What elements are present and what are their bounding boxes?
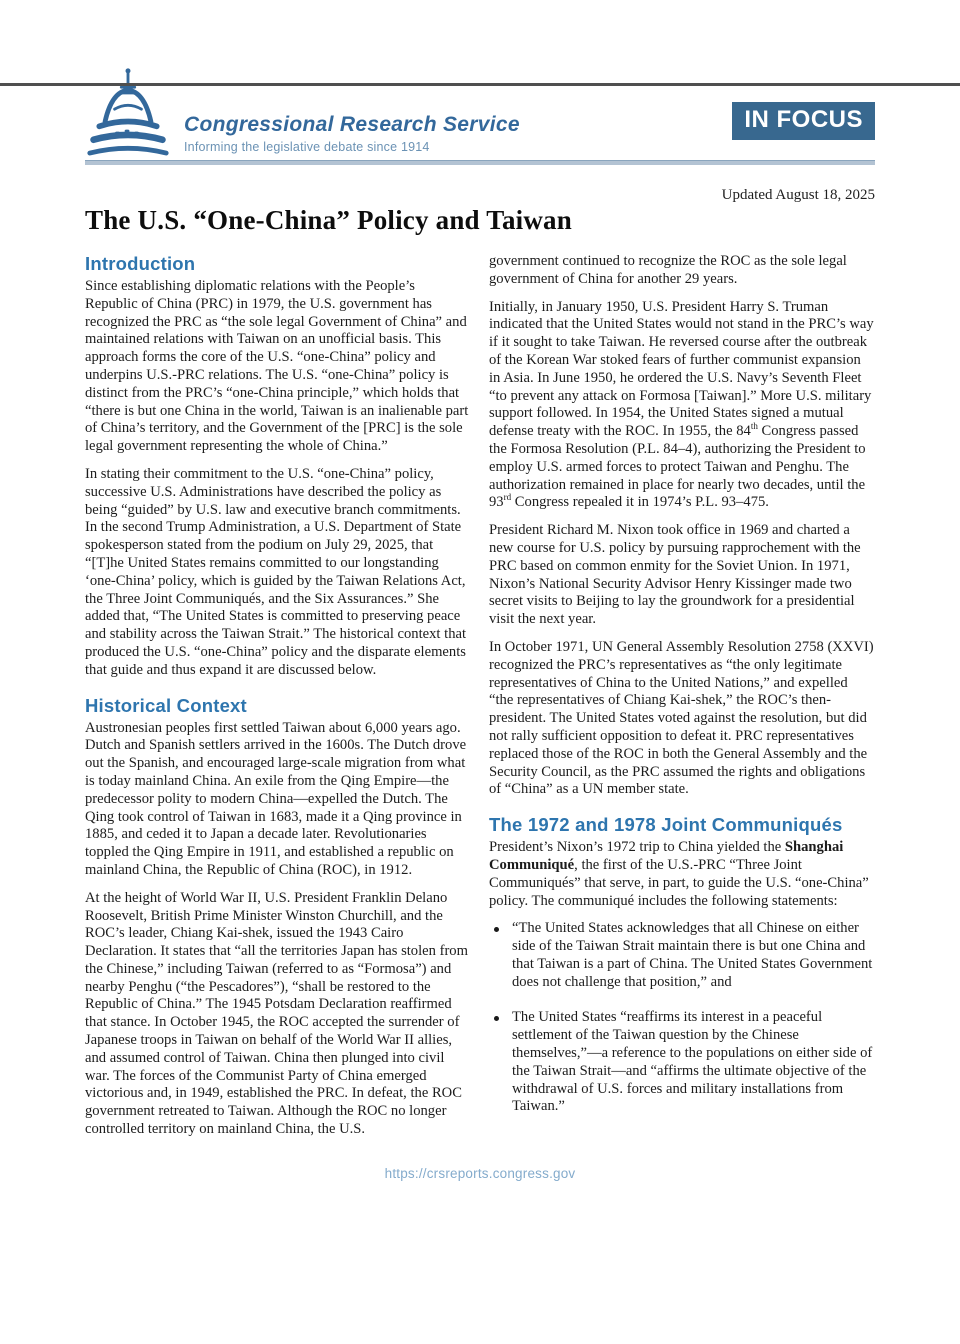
paragraph: Austronesian peoples first settled Taiwan about 6,000 years ago. Dutch and Spanish settlers arrived in the 1600s. The Dutch drove out the Spanish, and encouraged large-scale migration from what is today mainland China. An exile from the Qing Empire—the predecessor polity to modern China—expelled the Dutch. The Qing took control of Taiwan in 1683, made it a Qing province in 1885, and ceded it to Japan a decade later. Revolutionaries toppled the Qing Empire in 1911, and established a republic on mainland China, the Republic of China (ROC), in 1912. xyxy=(85,719,467,878)
text-run: , the first of the U.S.-PRC “Three Joint Communiqués” that serve, in part, to guide the U.S. “one-China” policy. The communiqué includes the following statements: xyxy=(489,856,869,909)
paragraph: At the height of World War II, U.S. President Franklin Delano Roosevelt, British Prime Minister Winston Churchill, and the ROC’s leader, Chiang Kai-shek, issued the 1943 Cairo Declaration. It states that “all the territories Japan has stolen from the Chinese,” including Taiwan (referred to as “Formosa”) and nearby Penghu (“the Pescadores”), “shall be restored to the Republic of China.” The 1945 Potsdam Declaration reaffirmed that stance. In October 1945, the ROC accepted the surrender of Japanese troops in Taiwan on behalf of the World War II allies, and assumed control of Taiwan. China then plunged into civil war. The forces of the Communist Party of China emerged victorious and, in 1949, established the PRC. In defeat, the ROC government retreated to Taiwan. Although the ROC no longer controlled territory on mainland China, the U.S. xyxy=(85,889,468,1138)
text-run: Congress repealed it in 1974’s P.L. 93–475. xyxy=(511,494,769,511)
paragraph xyxy=(489,839,875,910)
document-body xyxy=(85,253,875,1149)
paragraph: In October 1971, UN General Assembly Resolution 2758 (XXVI) recognized the PRC’s representatives as “the only legitimate representatives of China to the United Nations,” and expelled “the representatives of Chiang Kai-shek,” the ROC’s then-president. The United States voted against the resolution, but did not rally sufficient opposition to defeat it. PRC representatives replaced those of the ROC in both the General Assembly and the Security Council, as the PRC assumed the rights and obligations of “China” as a UN member state. xyxy=(489,638,874,798)
list-item: “The United States acknowledges that all Chinese on either side of the Taiwan Strait maintain there is but one China and that Taiwan is a part of China. The United States Government does not challenge that position,” and xyxy=(489,920,875,991)
text-run: Initially, in January 1950, U.S. President Harry S. Truman indicated that the United States would not stand in the PRC’s way if it sought to take Taiwan. He reversed course after the outbreak of the Korean War stoked fears of further communist expansion in Asia. In June 1950, he ordered the U.S. Navy’s Seventh Fleet “to prevent any attack on Formosa [Taiwan].” More U.S. military support followed. In 1954, the United States signed a mutual defense treaty with the ROC. In 1955, the 84 xyxy=(489,298,874,440)
brand-text xyxy=(184,113,520,160)
capitol-dome-icon xyxy=(85,64,171,160)
paragraph: Since establishing diplomatic relations with the People’s Republic of China (PRC) in 1979, the U.S. government has recognized the PRC as “the sole legal Government of China” and maintained relations with Taiwan on an unofficial basis. This approach forms the core of the U.S. “one-China” policy and underpins U.S.-PRC relations. The U.S. “one-China” policy is distinct from the PRC’s “one-China principle,” which holds that “there is but one China in the world, Taiwan is an inalienable part of China’s territory, and the Government of the [PRC] is the sole legal government representing the whole of China.” xyxy=(85,278,469,455)
paragraph: government continued to recognize the ROC as the sole legal government of China for another 29 years. xyxy=(489,253,847,287)
brand-tagline: Informing the legislative debate since 1914 xyxy=(184,140,430,154)
right-column xyxy=(489,253,875,1149)
brand-name: Congressional Research Service xyxy=(184,113,520,136)
section-heading-joint-communiques: The 1972 and 1978 Joint Communiqués xyxy=(489,814,843,836)
communique-statements-list xyxy=(489,920,875,1116)
paragraph: In stating their commitment to the U.S. “one-China” policy, successive U.S. Administrations have described the policy as being “guided” by U.S. law and executive branch commitments. In the second Trump Administration, a U.S. Department of State spokesperson stated from the podium on July 29, 2025, that “[T]he United States remains committed to our longstanding ‘one-China’ policy, which is guided by the Taiwan Relations Act, the Three Joint Communiqués, and the Six Assurances.” She added that, “The United States is committed to preserving peace and stability across the Taiwan Strait.” The historical context that produced the U.S. “one-China” policy and the disparate elements that guide and thus expand it are discussed below. xyxy=(85,465,467,678)
in-focus-badge: IN FOCUS xyxy=(732,102,875,140)
bold-term: Shanghai Communiqué xyxy=(489,839,844,873)
top-border-line xyxy=(0,83,960,86)
header xyxy=(85,64,875,160)
footer xyxy=(0,1165,960,1183)
left-column xyxy=(85,253,471,1149)
paragraph: President Richard M. Nixon took office in 1969 and charted a new course for U.S. policy by pursuing rapprochement with the PRC based on common enmity for the Soviet Union. In 1971, Nixon’s National Security Advisor Henry Kissinger made two secret visits to Beijing to lay the groundwork for a presidential visit the next year. xyxy=(489,522,861,628)
section-heading-historical-context: Historical Context xyxy=(85,694,247,716)
ordinal-superscript: th xyxy=(750,421,758,432)
crs-logo xyxy=(85,64,520,160)
page-title: The U.S. “One-China” Policy and Taiwan xyxy=(85,205,572,235)
header-divider xyxy=(85,160,875,165)
paragraph xyxy=(489,299,875,513)
updated-date: Updated August 18, 2025 xyxy=(721,187,875,203)
list-item: The United States “reaffirms its interest in a peaceful settlement of the Taiwan question by the Chinese themselves,”—a reference to the populations on either side of the Taiwan Strait—and “affirms the ultimate objective of the withdrawal of U.S. forces and military installations from Taiwan.” xyxy=(489,1009,875,1116)
text-run: Congress passed the Formosa Resolution (P.L. 84–4), authorizing the President to employ U.S. armed forces to protect Taiwan and Penghu. The authorization remained in place for nearly two decades, until the 93 xyxy=(489,423,866,511)
footer-url[interactable]: https://crsreports.congress.gov xyxy=(384,1165,576,1181)
section-heading-introduction: Introduction xyxy=(85,253,196,274)
document-page xyxy=(0,64,960,1344)
ordinal-superscript: rd xyxy=(503,492,512,503)
text-run: President’s Nixon’s 1972 trip to China yielded the xyxy=(489,839,785,856)
